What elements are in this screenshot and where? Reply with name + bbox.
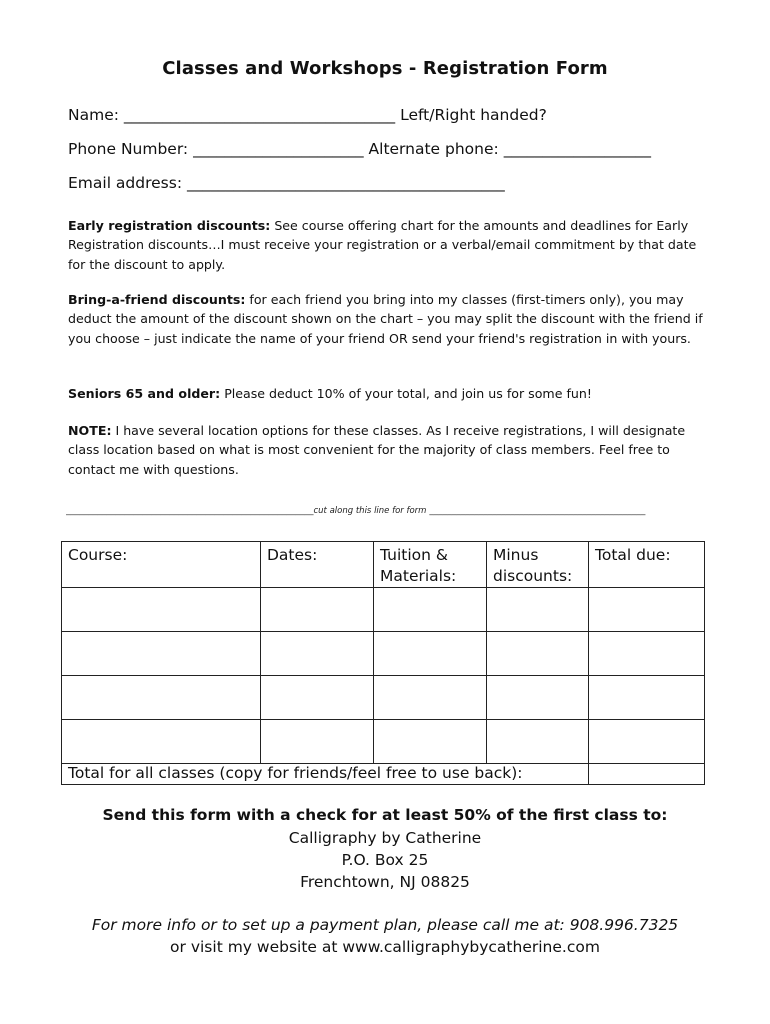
email-label: Email address: xyxy=(68,174,183,192)
seniors-paragraph xyxy=(68,384,708,403)
phone-row xyxy=(68,140,651,158)
note-text: I have several location options for these classes. As I receive registrations, I will designate class location based on what is most convenient for the majority of class members. Feel free to contact me with questions. xyxy=(68,423,686,477)
header-tuition-materials: Tuition & Materials: xyxy=(374,542,487,588)
header-dates: Dates: xyxy=(261,542,374,588)
total-due-cell[interactable] xyxy=(589,676,705,720)
early-registration-heading: Early registration discounts: xyxy=(68,218,271,233)
total-due-cell[interactable] xyxy=(589,720,705,764)
dates-cell[interactable] xyxy=(261,720,374,764)
cut-line-right: ________________________________________________ xyxy=(426,506,646,516)
total-due-cell[interactable] xyxy=(589,632,705,676)
early-registration-text: See course offering chart for the amounts and deadlines for Early Registration discounts…I must receive your registration or a verbal/email commitment by that date for the discount to apply. xyxy=(68,218,697,272)
alt-phone-label: Alternate phone: xyxy=(368,140,499,158)
total-due-cell[interactable] xyxy=(589,588,705,632)
form-title: Classes and Workshops - Registration Form xyxy=(162,58,608,79)
dates-cell[interactable] xyxy=(261,588,374,632)
phone-label: Phone Number: xyxy=(68,140,189,158)
cut-line-label: cut along this line for form xyxy=(313,506,427,516)
total-all-classes-label: Total for all classes (copy for friends/feel free to use back): xyxy=(62,764,589,785)
send-instructions: Send this form with a check for at least 50% of the first class to: xyxy=(102,806,668,824)
cut-line xyxy=(66,506,711,516)
discounts-cell[interactable] xyxy=(487,676,589,720)
address-po-box: P.O. Box 25 xyxy=(341,851,429,869)
discounts-cell[interactable] xyxy=(487,720,589,764)
course-cell[interactable] xyxy=(62,588,261,632)
table-total-row xyxy=(62,764,705,785)
table-row xyxy=(62,676,705,720)
note-paragraph xyxy=(68,421,708,479)
contact-info-line xyxy=(0,916,770,934)
email-row xyxy=(68,174,505,192)
table-row xyxy=(62,632,705,676)
phone-field[interactable]: ______________________ xyxy=(193,140,364,158)
bring-a-friend-heading: Bring-a-friend discounts: xyxy=(68,292,246,307)
header-total-due: Total due: xyxy=(589,542,705,588)
dates-cell[interactable] xyxy=(261,632,374,676)
seniors-text: Please deduct 10% of your total, and join us for some fun! xyxy=(220,386,592,401)
bring-a-friend-paragraph xyxy=(68,290,708,348)
name-field[interactable]: ___________________________________ xyxy=(123,106,396,124)
tuition-cell[interactable] xyxy=(374,720,487,764)
header-course: Course: xyxy=(62,542,261,588)
tuition-cell[interactable] xyxy=(374,588,487,632)
header-minus-discounts: Minus discounts: xyxy=(487,542,589,588)
contact-phone-text: For more info or to set up a payment plan, please call me at: 908.996.7325 xyxy=(91,916,679,934)
note-heading: NOTE: xyxy=(68,423,112,438)
handed-label: Left/Right handed? xyxy=(400,106,547,124)
address-name: Calligraphy by Catherine xyxy=(288,829,482,847)
course-cell[interactable] xyxy=(62,632,261,676)
course-cell[interactable] xyxy=(62,676,261,720)
cut-line-left: _______________________________________________________ xyxy=(66,506,314,516)
website-line: or visit my website at www.calligraphybycatherine.com xyxy=(170,938,600,956)
tuition-cell[interactable] xyxy=(374,676,487,720)
tuition-cell[interactable] xyxy=(374,632,487,676)
name-label: Name: xyxy=(68,106,119,124)
discounts-cell[interactable] xyxy=(487,588,589,632)
seniors-heading: Seniors 65 and older: xyxy=(68,386,221,401)
registration-table xyxy=(61,541,705,785)
total-all-classes-cell[interactable] xyxy=(589,764,705,785)
email-field[interactable]: _________________________________________ xyxy=(187,174,505,192)
table-header-row xyxy=(62,542,705,588)
early-registration-paragraph xyxy=(68,216,708,274)
table-row xyxy=(62,720,705,764)
dates-cell[interactable] xyxy=(261,676,374,720)
bring-a-friend-text: for each friend you bring into my classes (first-timers only), you may deduct the amount of the discount shown on the chart – you may split the discount with the friend if you choose – just indicate the name of your friend OR send your friend's registration in with yours. xyxy=(68,292,703,346)
discounts-cell[interactable] xyxy=(487,632,589,676)
address-city: Frenchtown, NJ 08825 xyxy=(300,873,470,891)
alt-phone-field[interactable]: ___________________ xyxy=(503,140,651,158)
course-cell[interactable] xyxy=(62,720,261,764)
name-row xyxy=(68,106,547,124)
table-row xyxy=(62,588,705,632)
